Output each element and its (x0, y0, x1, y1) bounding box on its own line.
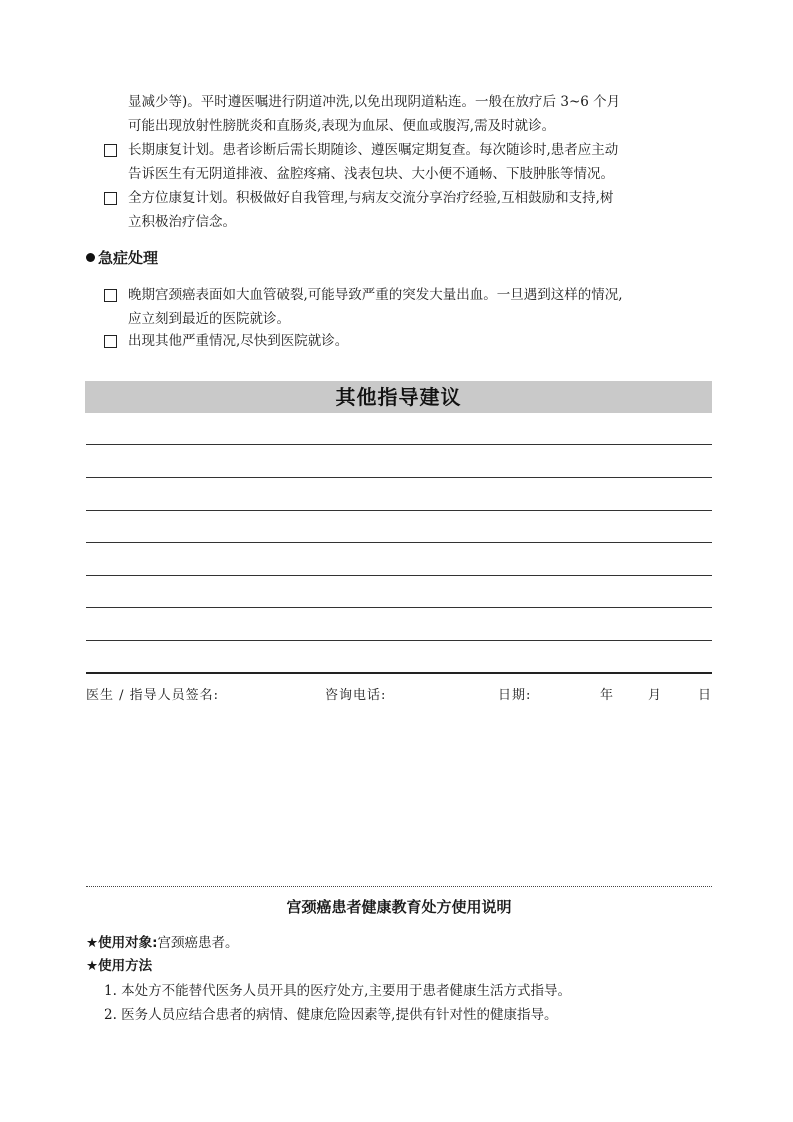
rehab-long-term-line-1: 长期康复计划。患者诊断后需长期随诊、遵医嘱定期复查。每次随诊时,患者应主动 (128, 142, 619, 158)
continuation-line-2: 可能出现放射性膀胱炎和直肠炎,表现为血尿、便血或腹泻,需及时就诊。 (128, 118, 556, 134)
rehab-all-round-line-1: 全方位康复计划。积极做好自我管理,与病友交流分享治疗经验,互相鼓励和支持,树 (128, 190, 614, 206)
emergency-heading (86, 248, 158, 268)
usage-method-label: ★使用方法 (86, 958, 153, 974)
emergency-bleeding-checkbox[interactable] (104, 289, 117, 302)
writing-line[interactable] (86, 444, 712, 445)
phone-label: 咨询电话: (325, 688, 387, 703)
usage-method-item-2: 2. 医务人员应结合患者的病情、健康危险因素等,提供有针对性的健康指导。 (104, 1007, 558, 1023)
emergency-bleeding-line-1: 晚期宫颈癌表面如大血管破裂,可能导致严重的突发大量出血。一旦遇到这样的情况, (128, 287, 623, 303)
instructions-title: 宫颈癌患者健康教育处方使用说明 (286, 898, 512, 916)
usage-method-item-1: 1. 本处方不能替代医务人员开具的医疗处方,主要用于患者健康生活方式指导。 (104, 983, 571, 999)
rehab-long-term-checkbox[interactable] (104, 144, 117, 157)
rehab-all-round-checkbox[interactable] (104, 192, 117, 205)
signature-separator (86, 672, 712, 674)
guidance-banner: 其他指导建议 (85, 381, 712, 413)
writing-line[interactable] (86, 510, 712, 511)
writing-line[interactable] (86, 607, 712, 608)
writing-line[interactable] (86, 575, 712, 576)
day-label: 日 (698, 688, 713, 703)
usage-target-value: 宫颈癌患者。 (157, 935, 239, 951)
writing-line[interactable] (86, 477, 712, 478)
rehab-long-term-line-2: 告诉医生有无阴道排液、盆腔疼痛、浅表包块、大小便不通畅、下肢肿胀等情况。 (128, 166, 614, 182)
doctor-signature-label: 医生 / 指导人员签名: (86, 688, 220, 703)
usage-target (86, 932, 239, 954)
continuation-line-1: 显减少等)。平时遵医嘱进行阴道冲洗,以免出现阴道粘连。一般在放疗后 3~6 个月 (128, 94, 621, 110)
year-label: 年 (600, 688, 615, 703)
emergency-other-line-1: 出现其他严重情况,尽快到医院就诊。 (128, 333, 349, 349)
instructions-divider (86, 886, 712, 887)
usage-target-label: ★使用对象: (86, 935, 158, 951)
emergency-bleeding-line-2: 应立刻到最近的医院就诊。 (128, 311, 290, 327)
writing-line[interactable] (86, 542, 712, 543)
month-label: 月 (648, 688, 663, 703)
emergency-other-checkbox[interactable] (104, 335, 117, 348)
bullet-icon (86, 253, 95, 262)
emergency-heading-text: 急症处理 (98, 249, 159, 267)
usage-method (86, 955, 152, 977)
date-label: 日期: (498, 688, 532, 703)
writing-line[interactable] (86, 640, 712, 641)
rehab-all-round-line-2: 立积极治疗信念。 (128, 214, 236, 230)
